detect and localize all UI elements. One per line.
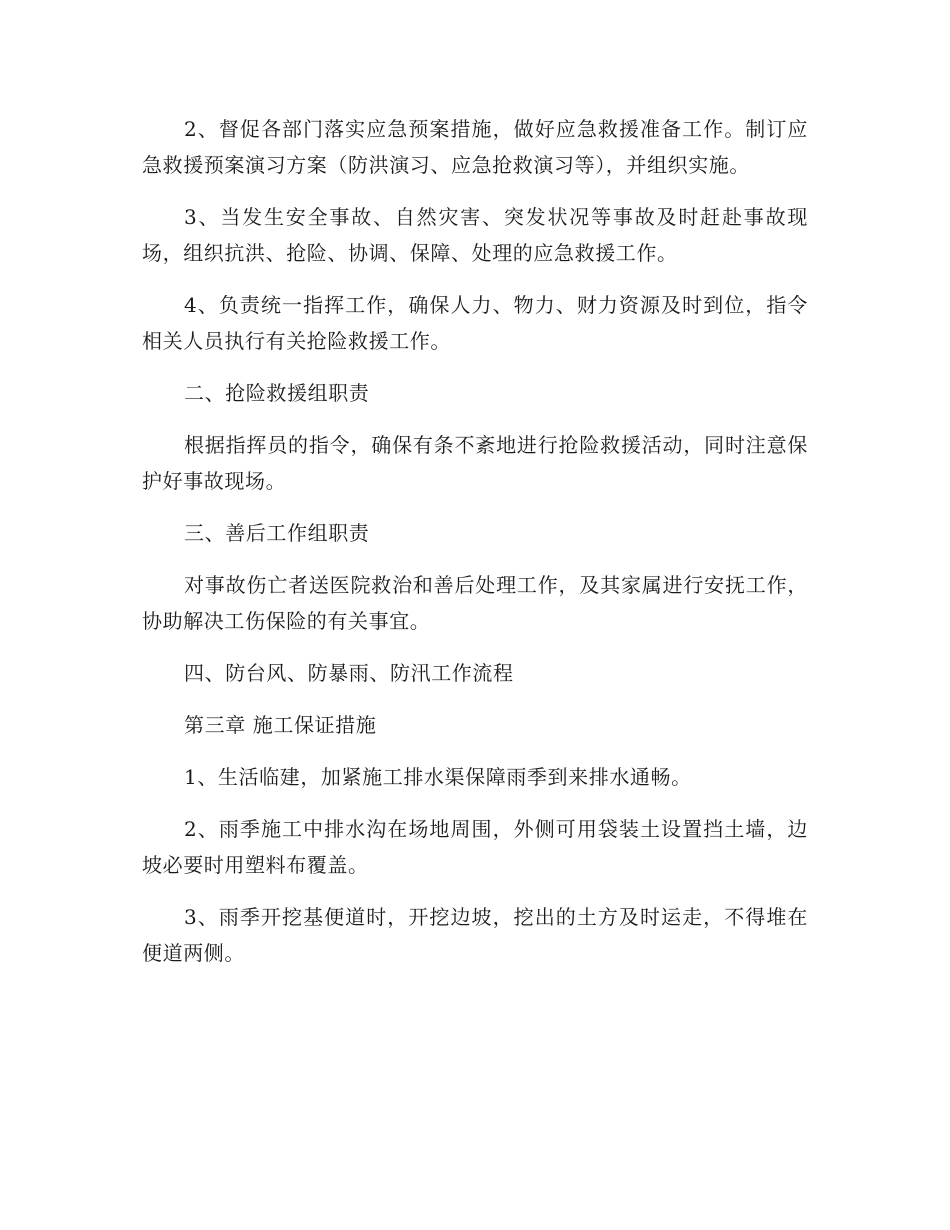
paragraph-measure-1: 1、生活临建，加紧施工排水渠保障雨季到来排水通畅。 — [184, 765, 692, 789]
paragraph-duty-4: 4、负责统一指挥工作，确保人力、物力、财力资源及时到位，指令相关人员执行有关抢险救援工作。 — [142, 293, 808, 353]
paragraph-duty-2: 2、督促各部门落实应急预案措施，做好应急救援准备工作。制订应急救援预案演习方案（防洪演习、应急抢救演习等），并组织实施。 — [142, 117, 808, 177]
paragraph-duty-3: 3、当发生安全事故、自然灾害、突发状况等事故及时赶赴事故现场，组织抗洪、抢险、协调、保障、处理的应急救援工作。 — [142, 205, 808, 265]
document-body — [142, 111, 808, 987]
section-heading-aftermath-group: 三、善后工作组职责 — [184, 521, 370, 545]
section-heading-workflow: 四、防台风、防暴雨、防汛工作流程 — [184, 661, 514, 685]
paragraph-measure-3: 3、雨季开挖基便道时，开挖边坡，挖出的土方及时运走，不得堆在便道两侧。 — [142, 905, 808, 965]
paragraph-aftermath-group: 对事故伤亡者送医院救治和善后处理工作，及其家属进行安抚工作，协助解决工伤保险的有关事宜。 — [142, 573, 808, 633]
paragraph-rescue-group: 根据指挥员的指令，确保有条不紊地进行抢险救援活动，同时注意保护好事故现场。 — [142, 433, 808, 493]
chapter-heading: 第三章 施工保证措施 — [184, 713, 377, 737]
paragraph-measure-2: 2、雨季施工中排水沟在场地周围，外侧可用袋装土设置挡土墙，边坡必要时用塑料布覆盖。 — [142, 817, 808, 877]
section-heading-rescue-group: 二、抢险救援组职责 — [184, 381, 370, 405]
